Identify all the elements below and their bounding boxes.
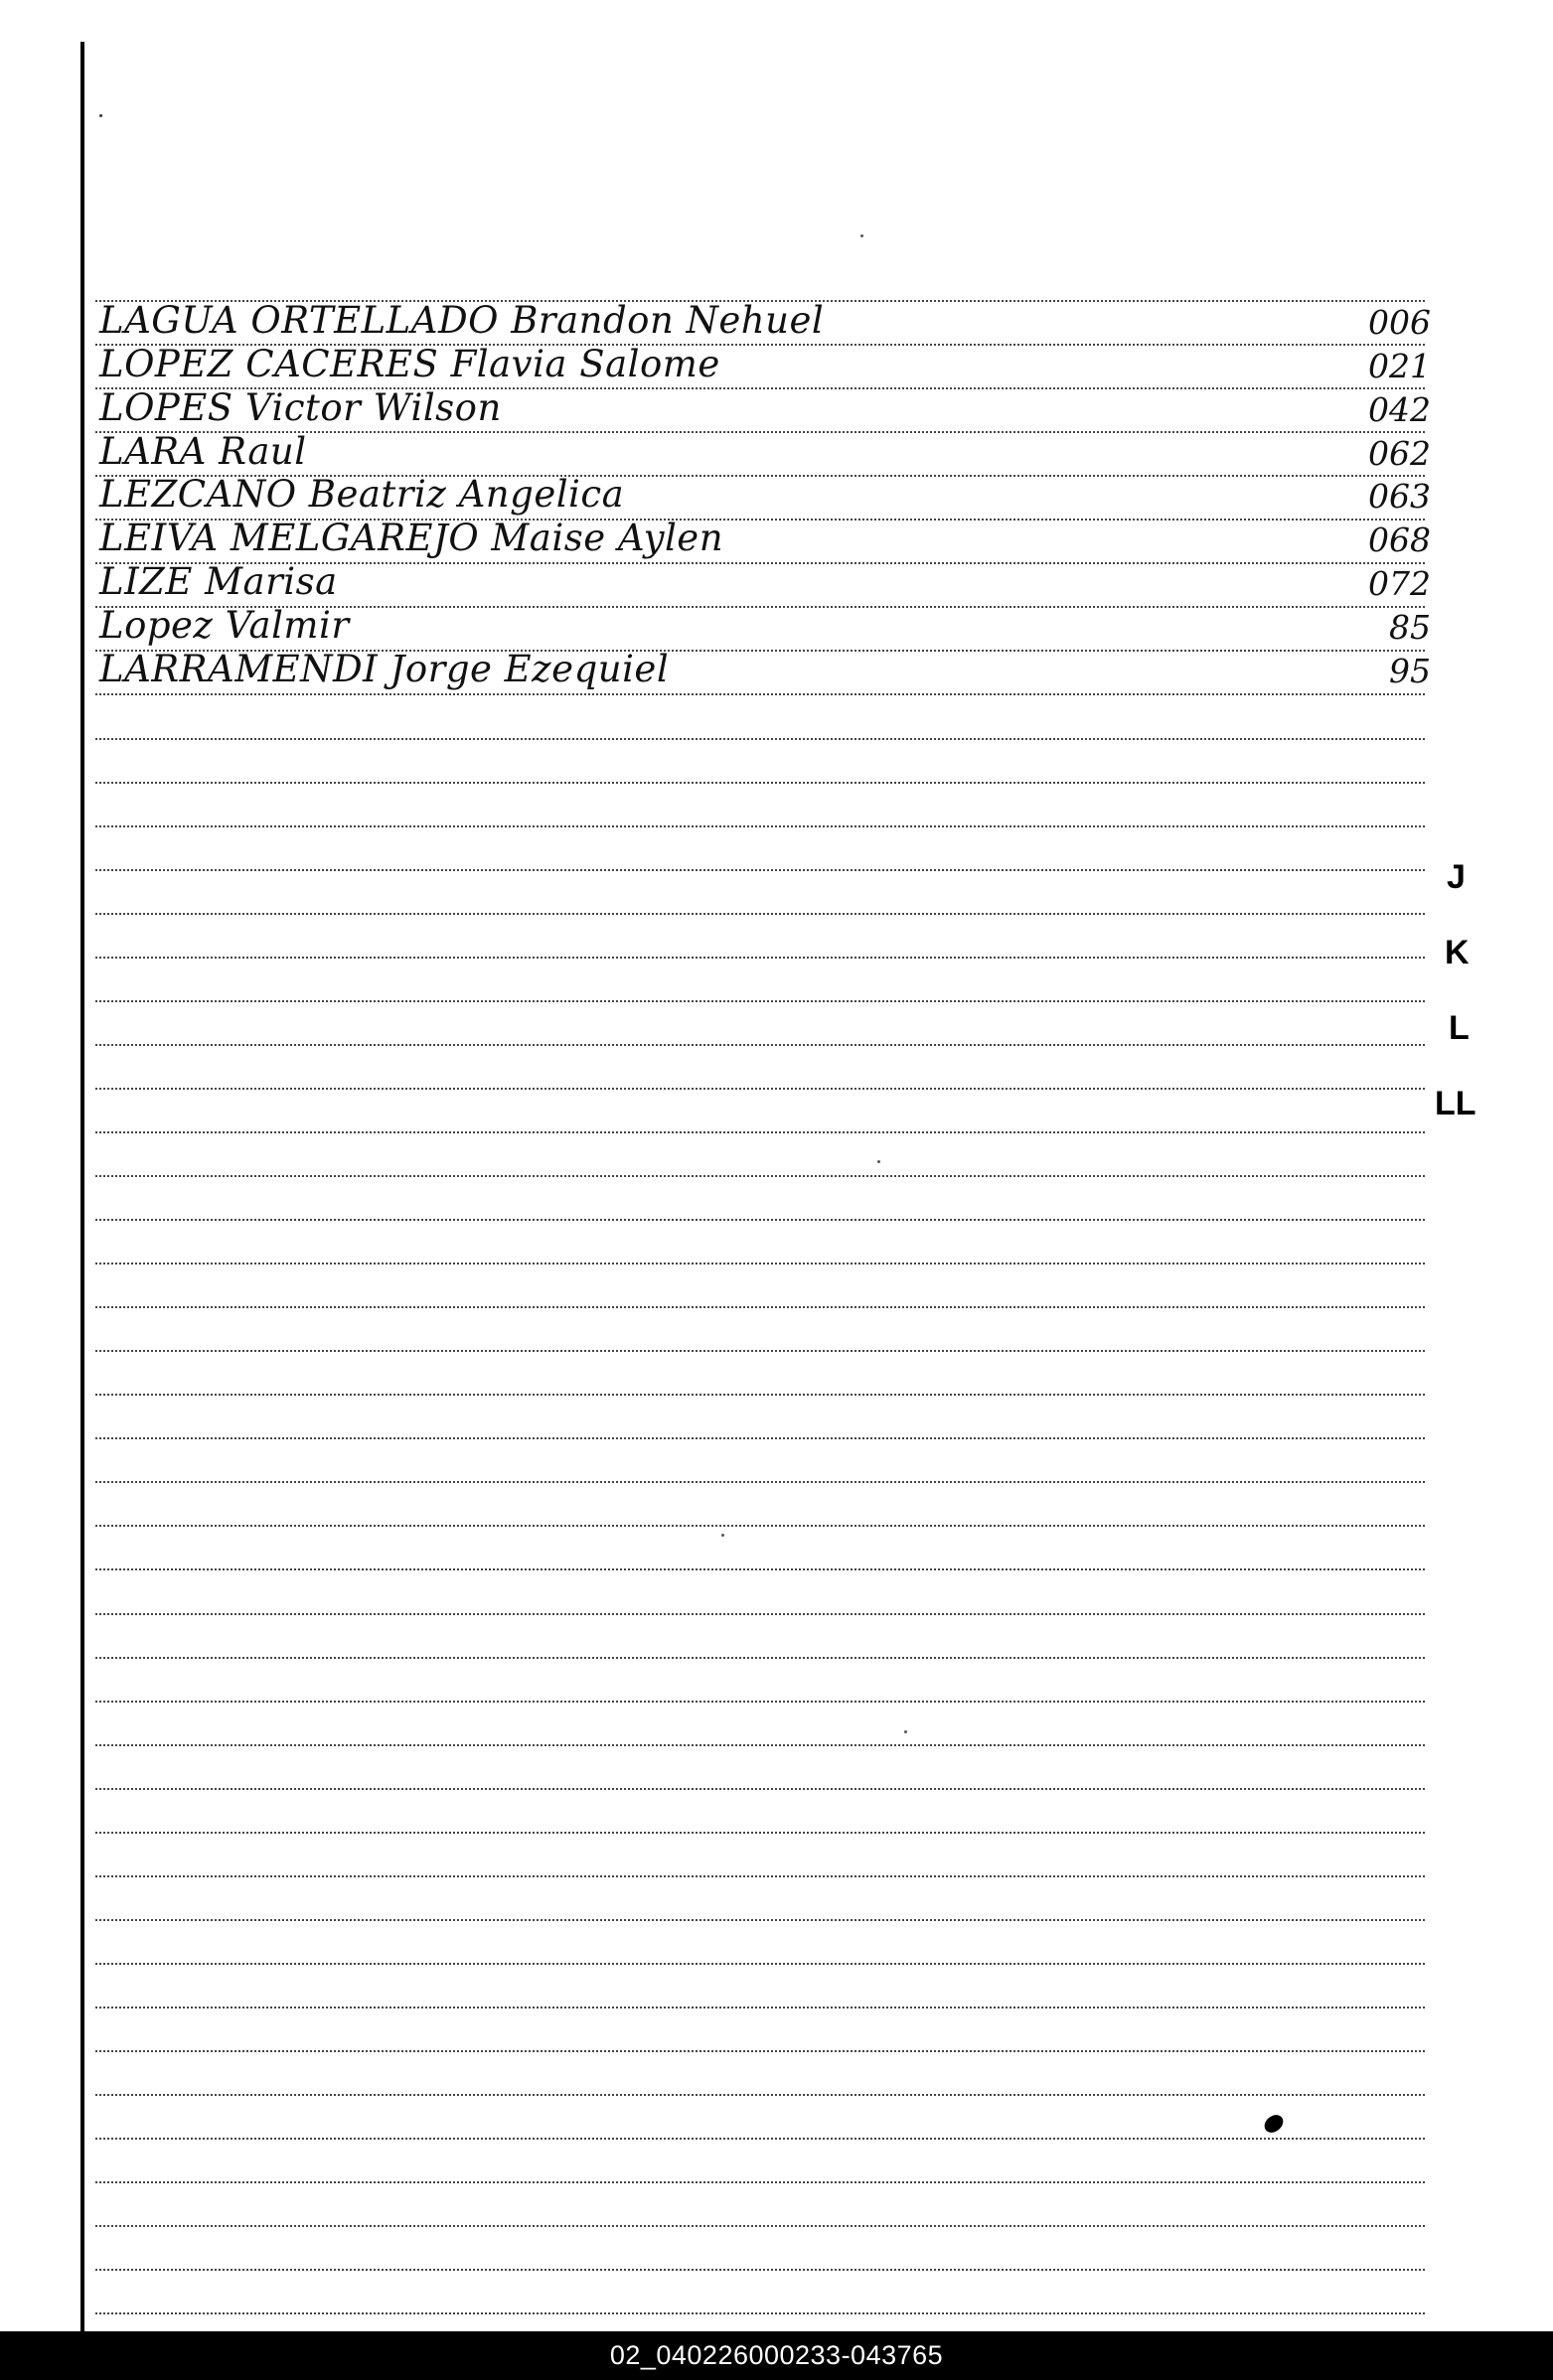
ruled-line [95,957,1425,959]
ruled-line [95,1568,1425,1570]
ruled-line [95,1306,1425,1308]
entry-number: 063 [1368,477,1431,516]
list-item [99,649,1431,692]
list-item [99,474,1431,518]
speck [99,114,102,117]
ruled-line [95,1263,1425,1264]
document-code: 02_040226000233-043765 [609,2340,944,2370]
speck [904,1730,907,1733]
entry-name: LOPES Victor Wilson [99,386,502,429]
ruled-line [95,1350,1425,1352]
index-letter-k: K [1445,934,1470,971]
speck [721,1534,724,1537]
list-item [99,344,1431,387]
ruled-line [95,1175,1425,1177]
ruled-line [95,1875,1425,1877]
entry-name: LAGUA ORTELLADO Brandon Nehuel [99,299,825,342]
ruled-line [95,1963,1425,1965]
ruled-line [95,1525,1425,1527]
ruled-line [95,2007,1425,2008]
entry-number: 006 [1368,303,1431,342]
entry-number: 85 [1389,608,1431,647]
speck [860,234,863,237]
index-letter-l: L [1449,1009,1470,1047]
ruled-line [95,1919,1425,1921]
ruled-line [95,738,1425,740]
ruled-line [95,693,1425,695]
ruled-line [95,1657,1425,1659]
ruled-line [95,1044,1425,1046]
ruled-line [95,1131,1425,1133]
ruled-line [95,2312,1425,2314]
ruled-line [95,2181,1425,2183]
ruled-line [95,2269,1425,2271]
entry-name: LEZCANO Beatriz Angelica [99,473,625,516]
list-item [99,300,1431,344]
speck [877,1160,880,1163]
footer-bar [0,2331,1553,2380]
ruled-line [95,913,1425,915]
ruled-line [95,825,1425,827]
index-letter-ll: LL [1435,1085,1476,1122]
ruled-line [95,1394,1425,1396]
ruled-line [95,1219,1425,1221]
list-item [99,387,1431,431]
ruled-line [95,1788,1425,1790]
entry-name: LEIVA MELGAREJO Maise Aylen [99,517,724,559]
index-letter-j: J [1447,858,1466,896]
ruled-line [95,1481,1425,1483]
entry-number: 062 [1368,434,1431,473]
entry-number: 068 [1368,521,1431,559]
ruled-line [95,2225,1425,2227]
ruled-line [95,2050,1425,2052]
ruled-line [95,1701,1425,1703]
entry-number: 021 [1368,347,1431,385]
ruled-line [95,1744,1425,1746]
ruled-line [95,1000,1425,1002]
ruled-line [95,2094,1425,2096]
list-item [99,431,1431,475]
entry-name: Lopez Valmir [99,604,350,647]
list-item [99,561,1431,605]
list-item [99,605,1431,649]
ruled-line [95,2138,1425,2140]
entry-name: LARRAMENDI Jorge Ezequiel [99,648,670,690]
entry-number: 072 [1368,564,1431,603]
entry-name: LOPEZ CACERES Flavia Salome [99,343,720,385]
entry-number: 95 [1389,652,1431,690]
entry-number: 042 [1368,390,1431,429]
ruled-line [95,1088,1425,1090]
ruled-line [95,782,1425,784]
entry-name: LIZE Marisa [99,560,338,603]
ruled-line [95,1832,1425,1834]
ruled-line [95,1613,1425,1615]
entry-name: LARA Raul [99,430,307,473]
ruled-line [95,1437,1425,1439]
list-item [99,518,1431,561]
ruled-line [95,869,1425,871]
